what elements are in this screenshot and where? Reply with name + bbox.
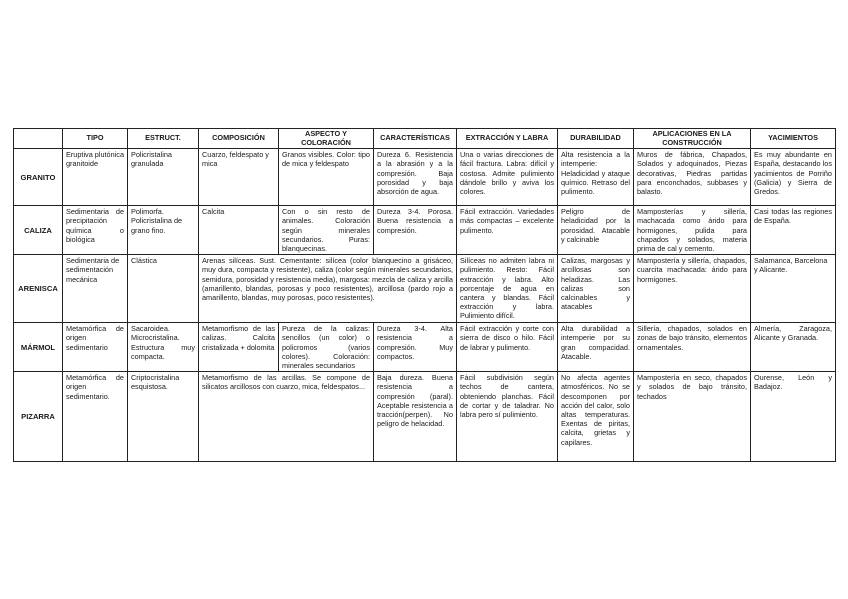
cell-durabilidad: Peligro de heladicidad por la porosidad. Atacable y calcinable	[558, 206, 634, 255]
cell-caracteristicas: Dureza 3-4. Alta resistencia a compresión. Muy compactos.	[374, 323, 457, 372]
header-yacimientos: YACIMIENTOS	[751, 129, 836, 149]
row-label-granito: GRANITO	[14, 149, 63, 206]
cell-estructura: Polimorfa. Policristalina de grano fino.	[128, 206, 199, 255]
cell-yacimientos: Salamanca, Barcelona y Alicante.	[751, 255, 836, 323]
header-composicion: COMPOSICIÓN	[199, 129, 279, 149]
cell-aspecto: Granos visibles. Color: tipo de mica y feldespato	[279, 149, 374, 206]
cell-durabilidad: Alta durabilidad a intemperie por su gran compacidad. Atacable.	[558, 323, 634, 372]
row-label-pizarra: PIZARRA	[14, 372, 63, 462]
cell-extraccion: Silíceas no admiten labra ni pulimiento. Resto: Fácil extracción y labra. Alto porcentaje de agua en cantera y blandas. Fácil extracción y labra. Pulimiento difícil.	[457, 255, 558, 323]
header-caracteristicas: CARACTERÍSTICAS	[374, 129, 457, 149]
header-durabilidad: DURABILIDAD	[558, 129, 634, 149]
row-label-arenisca: ARENISCA	[14, 255, 63, 323]
cell-yacimientos: Ourense, León y Badajoz.	[751, 372, 836, 462]
cell-aplicaciones: Muros de fábrica, Chapados, Solados y adoquinados, Piezas decorativas, Piedras partidas para enconchados, subbases y balasto.	[634, 149, 751, 206]
cell-durabilidad: Calizas, margosas y arcillosas son heladizas. Las calizas son calcinables y atacables	[558, 255, 634, 323]
cell-tipo: Eruptiva plutónica granitoide	[63, 149, 128, 206]
row-granito	[14, 149, 836, 206]
header-extraccion: EXTRACCIÓN Y LABRA	[457, 129, 558, 149]
cell-estructura: Policristalina granulada	[128, 149, 199, 206]
cell-aplicaciones: Mamposterías y sillería, machacada como árido para hormigones, pulida para chapados y solados, materia prima de cal y cemento.	[634, 206, 751, 255]
cell-tipo: Sedimentaria de sedimentación mecánica	[63, 255, 128, 323]
cell-yacimientos: Almería, Zaragoza, Alicante y Granada.	[751, 323, 836, 372]
cell-yacimientos: Casi todas las regiones de España.	[751, 206, 836, 255]
row-label-marmol: MÁRMOL	[14, 323, 63, 372]
cell-aspecto: Con o sin resto de animales. Coloración según minerales secundarios. Puras: blanquecinas.	[279, 206, 374, 255]
header-estructura: ESTRUCT.	[128, 129, 199, 149]
cell-tipo: Metamórfica de origen sedimentario.	[63, 372, 128, 462]
cell-caracteristicas: Dureza 3-4. Porosa. Buena resistencia a compresión.	[374, 206, 457, 255]
row-arenisca	[14, 255, 836, 323]
header-aplicaciones: APLICACIONES EN LA CONSTRUCCIÓN	[634, 129, 751, 149]
cell-composicion-aspecto: Arenas silíceas. Sust. Cementante: silícea (color blanquecino a grisáceo, muy dura, compacta y resistente), caliza (color según minerales secundarios, semidura, porosidad y resistencia media), margosa: mezcla de caliza y arcilla (amarillento, blandas, porosas y poco resistentes), arcillosa (pardo rojo a amarillento, blandas, muy porosas, poco resistentes).	[199, 255, 457, 323]
cell-durabilidad: Alta resistencia a la intemperie: Heladicidad y ataque químico. Retraso del pulimento.	[558, 149, 634, 206]
cell-aspecto: Pureza de la calizas: sencillos (un color) o policromos (varios colores). Coloración: minerales secundarios	[279, 323, 374, 372]
cell-durabilidad: No afecta agentes atmosféricos. No se descomponen por acción del calor, solo altas temperaturas. Exentas de piritas, calcita, grietas y capilares.	[558, 372, 634, 462]
stone-properties-table	[13, 128, 836, 462]
row-pizarra	[14, 372, 836, 462]
cell-tipo: Sedimentaria de precipitación química o biológica	[63, 206, 128, 255]
header-aspecto: ASPECTO Y COLORACIÓN	[279, 129, 374, 149]
cell-composicion: Metamorfismo de las calizas. Calcita cristalizada + dolomita	[199, 323, 279, 372]
cell-extraccion: Fácil extracción y corte con sierra de disco o hilo. Fácil de labrar y pulimento.	[457, 323, 558, 372]
cell-caracteristicas: Dureza 6. Resistencia a la abrasión y a la compresión. Baja porosidad y baja absorción de agua.	[374, 149, 457, 206]
header-row	[14, 129, 836, 149]
cell-aplicaciones: Mampostería y sillería, chapados, cuarcita machacada: árido para hormigones.	[634, 255, 751, 323]
cell-extraccion: Fácil extracción. Variedades más compactas – excelente pulimento.	[457, 206, 558, 255]
cell-estructura: Criptocristalina esquistosa.	[128, 372, 199, 462]
cell-caracteristicas: Baja dureza. Buena resistencia a compresión (paral). Aceptable resistencia a tracción(perpen). No peligro de helacidad.	[374, 372, 457, 462]
cell-composicion: Calcita	[199, 206, 279, 255]
row-caliza	[14, 206, 836, 255]
row-label-caliza: CALIZA	[14, 206, 63, 255]
cell-tipo: Metamórfica de origen sedimentario	[63, 323, 128, 372]
header-blank	[14, 129, 63, 149]
cell-composicion-aspecto: Metamorfismo de las arcillas. Se compone de silicatos arcillosos con cuarzo, mica, feldespatos...	[199, 372, 374, 462]
cell-extraccion: Fácil subdivisión según techos de cantera, obteniendo planchas. Fácil de cortar y de taladrar. No labra pero sí pulimiento.	[457, 372, 558, 462]
cell-composicion: Cuarzo, feldespato y mica	[199, 149, 279, 206]
cell-estructura: Sacaroidea. Microcristalina. Estructura muy compacta.	[128, 323, 199, 372]
cell-aplicaciones: Mampostería en seco, chapados y solados de bajo tránsito, techados	[634, 372, 751, 462]
header-tipo: TIPO	[63, 129, 128, 149]
cell-estructura: Clástica	[128, 255, 199, 323]
cell-yacimientos: Es muy abundante en España, destacando los yacimientos de Porriño (Galicia) y Sierra de Gredos.	[751, 149, 836, 206]
cell-aplicaciones: Sillería, chapados, solados en zonas de bajo tránsito, elementos ornamentales.	[634, 323, 751, 372]
row-marmol	[14, 323, 836, 372]
cell-extraccion: Una o varias direcciones de fácil fractura. Labra: difícil y costosa. Admite pulimiento dándole brillo y aviva los colores.	[457, 149, 558, 206]
